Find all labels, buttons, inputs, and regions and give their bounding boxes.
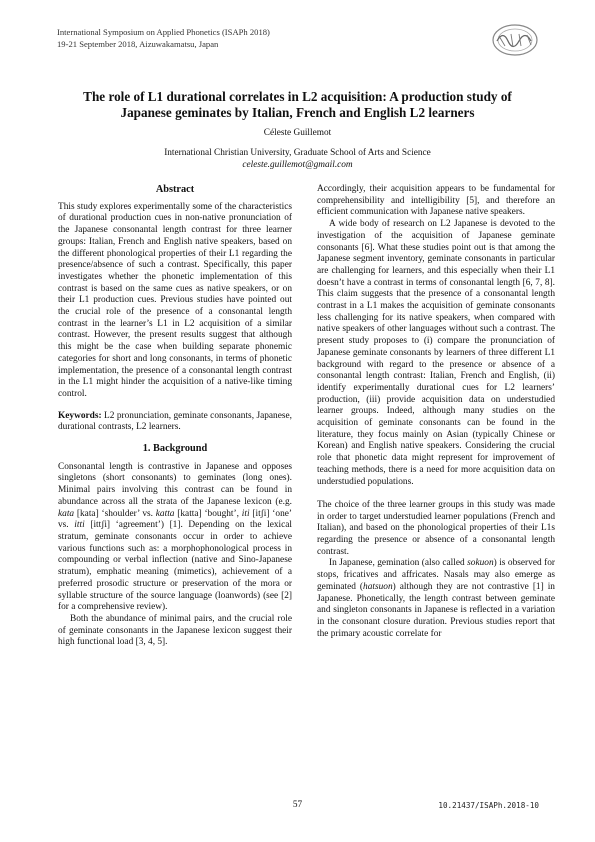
keywords xyxy=(58,411,292,434)
right-column xyxy=(317,184,555,640)
background-paragraph-5: The choice of the three learner groups in this study was made in order to target understudied learner populations (French and Italian), and based on the phonological properties of their L1s regarding the presence or absence of a consonantal length contrast. xyxy=(317,499,555,557)
author-name: Céleste Guillemot xyxy=(263,128,332,138)
background-paragraph-3: Accordingly, their acquisition appears to be fundamental for comprehensibility and intelligibility [5], and therefore an efficient communication with Japanese native speakers. xyxy=(317,184,555,218)
page-number: 57 xyxy=(292,800,303,810)
affiliation: International Christian University, Graduate School of Arts and Science xyxy=(164,148,431,158)
keywords-label: Keywords: xyxy=(58,410,102,421)
title-line-1: The role of L1 durational correlates in L2 acquisition: A production study of xyxy=(83,89,512,104)
doi[interactable]: 10.21437/ISAPh.2018-10 xyxy=(438,801,539,810)
conference-name: International Symposium on Applied Phonetics (ISAPh 2018) xyxy=(57,27,270,37)
section-heading-background: 1. Background xyxy=(142,443,208,455)
left-column xyxy=(58,184,292,649)
title-line-2: Japanese geminates by Italian, French and English L2 learners xyxy=(120,105,475,120)
abstract-heading: Abstract xyxy=(155,184,195,195)
abstract-text: This study explores experimentally some of the characteristics of durational production cues in non-native pronunciation of the Japanese consonantal length contrast for three learner groups: Italian, French and English native speakers, based on the different phonological properties of their L1 regarding the presence/absence of such a contrast. Specifically, this paper investigates whether the phonetic implementation of this contrast is based on the same cues as native speakers, or on their L1 production cues. Previous studies have pointed out the crucial role of the presence of a consonantal length contrast in the learner’s L1 in L2 acquisition of a similar contrast. However, the present results suggest that although this might be the case when building separate phonemic categories for short and long consonants, in terms of phonetic implementation, the presence of a consonantal length contrast in the L1 might hinder the acquisition of a native-like timing control. xyxy=(58,201,292,399)
background-paragraph-6: In Japanese, gemination (also called sokuon) is observed for stops, fricatives and affricates. Nasals may also emerge as geminated (hatsuon) although they are not contrastive [1] in Japanese. Phonetically, the length contrast between geminate and singleton consonants in Japanese is reflected in a variation in the consonant closure duration. Previous studies report that the primary acoustic correlate for xyxy=(317,558,555,639)
author-affiliation-block xyxy=(40,148,555,171)
conference-date-location: 19-21 September 2018, Aizuwakamatsu, Japan xyxy=(57,38,219,49)
background-paragraph-2: Both the abundance of minimal pairs, and the crucial role of geminate consonants in the Japanese lexicon suggest their high functional load [3, 4, 5]. xyxy=(58,613,292,648)
isaph-logo-icon xyxy=(491,22,539,58)
paper-title xyxy=(40,89,555,121)
author-email[interactable]: celeste.guillemot@gmail.com xyxy=(242,159,353,170)
keywords-text: L2 pronunciation, geminate consonants, Japanese, durational contrasts, L2 learners. xyxy=(58,410,292,433)
background-paragraph-1: Consonantal length is contrastive in Japanese and opposes singletons (short consonants) to geminates (long ones). Minimal pairs involving this contrast can be found in abundance across all the strata of the Japanese lexicon (e.g. kata [kata] ‘shoulder’ vs. katta [katta] ‘bought’, iti [itʃi] ‘one’ vs. itti [ittʃi] ‘agreement’) [1]. Depending on the lexical stratum, geminate consonants occur in order to achieve various functions such as: a morphophonological process in compounding or verbal inflection (native and Sino-Japanese stratum), emphatic meaning (mimetics), achievement of a preferred prosodic structure or preservation of the mora or syllable structure of the source language (loanwords) (see [2] for a comprehensive review). xyxy=(58,461,293,613)
conference-header xyxy=(57,27,270,50)
background-paragraph-4: A wide body of research on L2 Japanese is devoted to the investigation of the acquisition of Japanese geminate consonants [6]. What these studies point out is that among the Japanese segment inventory, geminate consonants in particular are challenging for learners, and this especially when their L1 doesn’t have a contrast in terms of consonantal length [6, 7, 8]. This claim suggests that the presence of a consonantal length contrast in a L1 makes the acquisition of geminate consonants less challenging for its native speakers, when compared with native speakers of other languages without such a contrast. The present study proposes to (i) compare the pronunciation of Japanese geminate consonants by learners of three different L1 background with regard to the presence or absence of a consonantal length contrast: Italian, French and English, (ii) identify experimentally durational cues for L2 learners’ production, (iii) provide acquisition data on understudied learner groups. Indeed, although many studies on the acquisition of geminate consonants can be found in the literature, they focus mainly on Asian (typically Chinese or Korean) and English native speakers. Considering the crucial role that phonetic data might represent for improvement of teaching methods, there is a need for more acquisition data on understudied populations. xyxy=(317,219,555,487)
